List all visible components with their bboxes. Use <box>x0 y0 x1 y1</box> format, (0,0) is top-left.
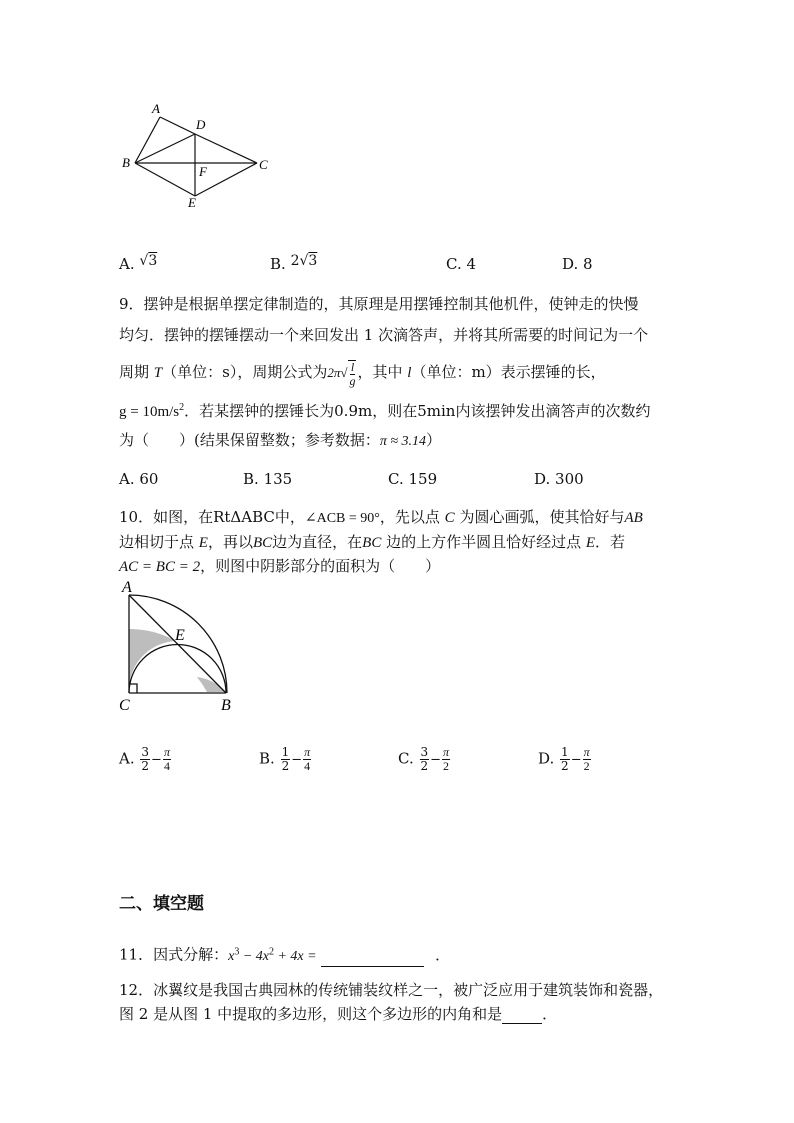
option-letter: A. <box>119 255 135 273</box>
q10-text: ，则图中阴影部分的面积为（ ） <box>200 557 441 575</box>
denominator: 2 <box>561 759 569 773</box>
fraction-1 <box>140 746 150 773</box>
q10-option-d <box>538 746 592 773</box>
polynomial <box>228 946 317 964</box>
q8-figure <box>115 100 285 212</box>
segment-BD <box>135 134 195 163</box>
q9-line3-text: ，其中 <box>357 362 408 381</box>
segment-BE <box>135 163 195 196</box>
fraction-1 <box>420 746 430 773</box>
q10-text: 边的上方作半圆且恰好经过点 <box>381 533 586 551</box>
q9-line5-text: 为（ ）(结果保留整数；参考数据： <box>119 431 380 449</box>
label-D: D <box>196 117 206 132</box>
q9-line3 <box>119 360 606 388</box>
option-letter: B. <box>259 749 275 768</box>
segment-BC: BC <box>252 535 273 551</box>
q10-line1 <box>119 507 643 529</box>
q9-line2: 均匀．摆钟的摆锤摆动一个来回发出 1 次滴答声，并将其所需要的时间记为一个 <box>119 326 649 344</box>
formula-fraction <box>348 360 356 388</box>
option-value: 300 <box>555 470 584 488</box>
var-x: x <box>228 948 235 964</box>
numerator: 3 <box>420 745 429 759</box>
q8-option-d <box>562 254 593 274</box>
fraction-2 <box>303 746 311 773</box>
section-title: 二、填空题 <box>119 894 204 914</box>
segment-DC <box>195 134 257 163</box>
option-value: 4 <box>466 255 477 273</box>
q10-text: ΔABC中， <box>230 508 305 526</box>
denominator: 2 <box>141 759 150 773</box>
term: + 4x = <box>273 948 317 964</box>
q12-line2 <box>119 1004 557 1024</box>
sqrt-expression: 2√3 <box>290 253 318 269</box>
option-value: 135 <box>263 470 293 488</box>
q10-text: 边相切于点 <box>119 533 199 551</box>
label-C: C <box>119 697 130 713</box>
label-F: F <box>199 164 207 179</box>
option-letter: C. <box>446 255 462 273</box>
q11-line <box>119 942 450 967</box>
q9-line5 <box>119 430 441 452</box>
formula-num: l <box>350 360 355 374</box>
q9-line4 <box>119 398 650 422</box>
q10-text: ．若 <box>595 533 626 551</box>
option-letter: C. <box>398 749 414 768</box>
q9-line4-text: ．若某摆钟的摆锤长为0.9m，则在5min内该摆钟发出滴答声的次数约 <box>184 402 651 420</box>
label-C: C <box>259 157 268 172</box>
numerator: 1 <box>281 745 290 759</box>
point-E: E <box>585 535 596 551</box>
point-C: C <box>444 510 455 526</box>
q10-option-b <box>259 746 312 773</box>
q10-text: 10．如图，在Rt <box>119 508 231 526</box>
option-letter: C. <box>388 470 404 488</box>
answer-blank[interactable] <box>321 950 424 967</box>
q9-option-c <box>388 469 437 489</box>
q9-line5-end: ） <box>426 431 442 449</box>
denominator: 4 <box>304 759 311 773</box>
angle-expression: ∠ACB = 90° <box>304 511 380 526</box>
sqrt-value: 3 <box>308 253 318 269</box>
numerator: π <box>304 745 311 759</box>
option-letter: D. <box>562 255 579 273</box>
operator: − <box>430 752 442 768</box>
q12-line1: 12．冰翼纹是我国古典园林的传统铺装纹样之一，被广泛应用于建筑装饰和瓷器， <box>119 981 664 999</box>
q12-text: 图 2 是从图 1 中提取的多边形，则这个多边形的内角和是 <box>119 1005 503 1023</box>
operator: − <box>570 752 582 768</box>
answer-blank[interactable] <box>502 1007 542 1024</box>
operator: − <box>151 752 162 768</box>
option-letter: A. <box>119 749 135 768</box>
numerator: π <box>583 745 590 759</box>
sqrt-coef: 2 <box>290 253 300 269</box>
sqrt-sign: √3 <box>139 253 158 269</box>
option-letter: A. <box>119 470 135 488</box>
option-letter: B. <box>270 255 286 273</box>
sqrt-value: 3 <box>148 253 158 269</box>
exponent: 3 <box>234 946 240 957</box>
option-value: 8 <box>583 255 593 273</box>
q8-option-c <box>446 254 476 274</box>
q9-option-b <box>243 469 292 489</box>
label-B: B <box>221 697 231 713</box>
symbol-T: T <box>153 364 163 381</box>
exponent: 2 <box>268 946 274 957</box>
fraction-2 <box>163 746 171 773</box>
q11-end: ． <box>435 945 451 964</box>
fraction-1 <box>560 746 570 773</box>
fraction-1 <box>281 746 291 773</box>
q8-option-b <box>270 254 317 275</box>
label-B: B <box>122 155 130 170</box>
denominator: 2 <box>583 759 590 773</box>
segment-AB <box>135 117 160 163</box>
q9-line3-text: （单位：s），周期公式为 <box>162 362 328 381</box>
shaded-region-left <box>129 629 176 692</box>
term: − 4x <box>239 948 269 964</box>
denominator: 4 <box>163 759 170 773</box>
g-exponent: 2 <box>179 402 185 413</box>
q10-line2 <box>119 532 625 553</box>
q10-line3 <box>119 556 440 577</box>
option-letter: B. <box>243 470 259 488</box>
segment-AD <box>160 117 195 134</box>
q9-option-a <box>119 469 158 489</box>
q11-text: 11．因式分解： <box>119 945 229 964</box>
g-text: g = 10m/s <box>119 404 180 420</box>
q10-option-c <box>398 746 451 773</box>
operator: − <box>291 752 303 768</box>
point-E: E <box>198 535 208 551</box>
gravity-value <box>119 404 184 420</box>
numerator: 1 <box>561 745 569 759</box>
label-E: E <box>175 627 185 644</box>
label-A: A <box>152 101 160 116</box>
option-value: 159 <box>408 470 438 488</box>
period-formula: 2π√ $\frac{l}{g}$ <box>327 360 356 388</box>
q10-option-a <box>119 746 172 773</box>
label-E: E <box>188 195 196 210</box>
q9-line3-text: （单位：m）表示摆锤的长， <box>411 362 606 381</box>
segment-BC: BC <box>362 535 382 551</box>
option-value: 60 <box>139 470 159 488</box>
q9-line3-text: 周期 <box>119 362 154 381</box>
numerator: 3 <box>141 745 150 759</box>
q9-option-d <box>534 469 584 489</box>
given-lengths: AC = BC = 2 <box>119 559 201 575</box>
fraction-2 <box>442 746 450 773</box>
segment-AB: AB <box>624 510 643 526</box>
pi-approx: π ≈ 3.14 <box>379 434 427 449</box>
formula-den: g <box>349 374 356 388</box>
numerator: π <box>163 745 170 759</box>
q10-text: 为圆心画弧，使其恰好与 <box>454 508 625 526</box>
q9-line1: 9．摆钟是根据单摆定律制造的，其原理是用摆锤控制其他机件，使钟走的快慢 <box>119 295 639 313</box>
denominator: 2 <box>443 759 450 773</box>
numerator: π <box>443 745 450 759</box>
option-letter: D. <box>534 470 551 488</box>
q8-option-a <box>119 254 157 275</box>
q10-text: ，先以点 <box>379 508 445 526</box>
option-letter: D. <box>538 749 555 768</box>
label-A: A <box>122 579 132 596</box>
denominator: 2 <box>281 759 290 773</box>
fraction-2 <box>583 746 591 773</box>
q10-text: ，再以 <box>207 533 253 551</box>
q12-end: ． <box>542 1005 558 1023</box>
formula-coef: 2π <box>327 364 341 380</box>
symbol-l: l <box>407 364 412 381</box>
q10-figure <box>115 578 255 713</box>
denominator: 2 <box>420 759 429 773</box>
q10-text: 边为直径，在 <box>272 533 363 551</box>
